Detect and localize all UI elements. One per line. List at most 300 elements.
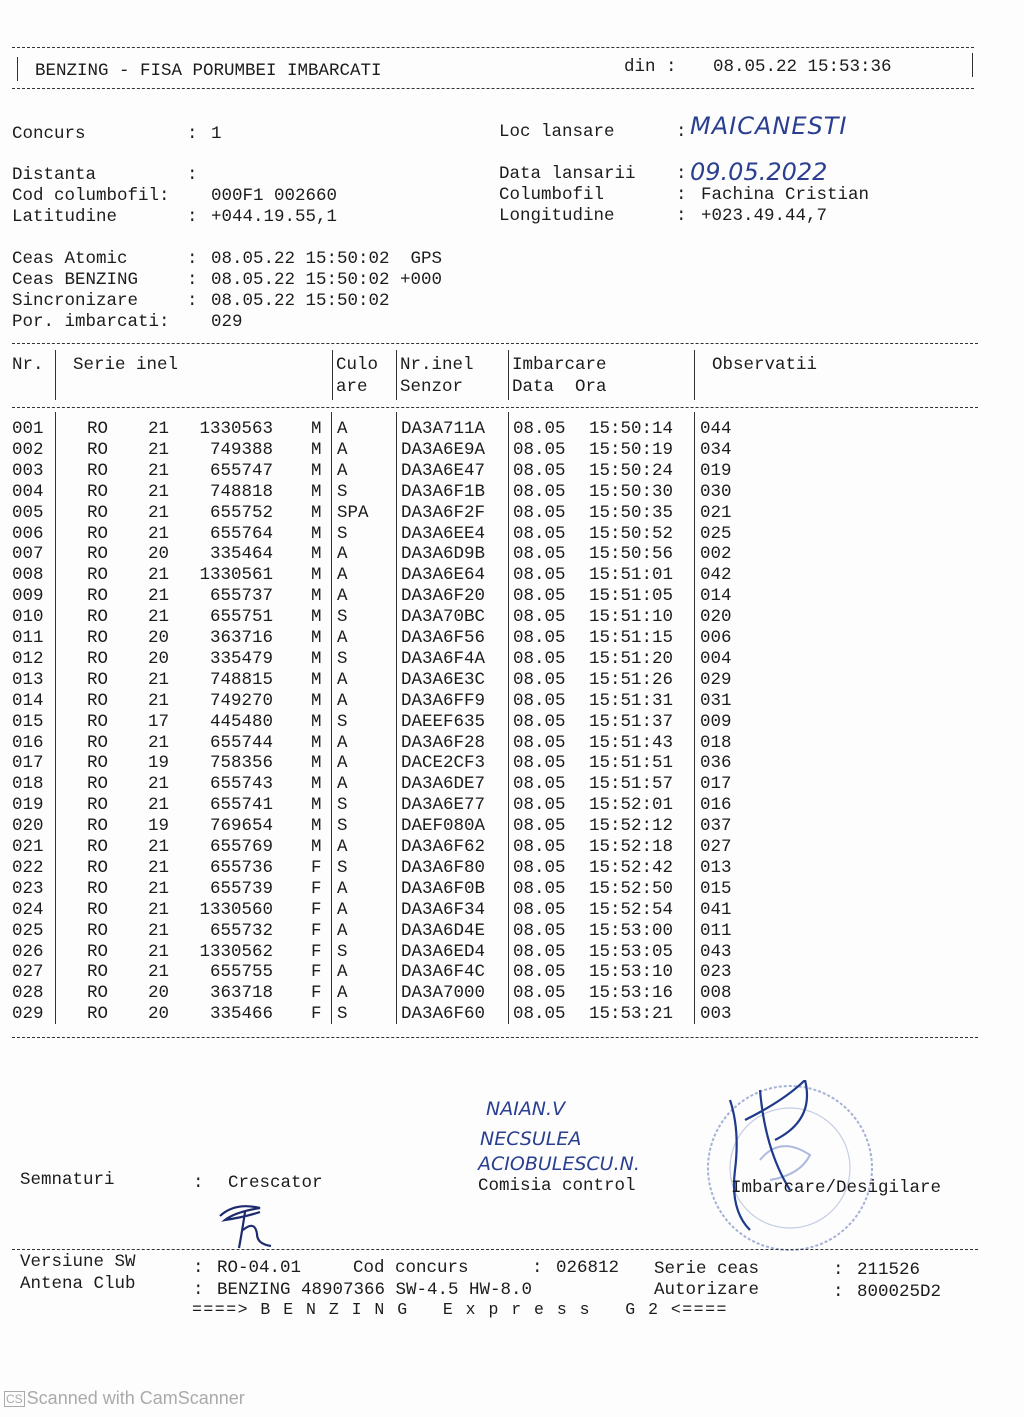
boarding-date: 08.05 — [513, 648, 566, 669]
sincronizare-colon: : — [187, 291, 198, 311]
sensor-ring: DAEF080A — [401, 816, 486, 837]
col-divider — [55, 350, 56, 400]
table-row — [0, 649, 1000, 670]
ring-country: RO — [87, 523, 109, 544]
ring-year: 21 — [148, 690, 170, 711]
ring-number: 748818 — [209, 481, 273, 502]
color: S — [337, 795, 348, 816]
cod-columbofil-value: 000F1 002660 — [211, 186, 338, 206]
ring-year: 20 — [148, 1004, 170, 1025]
table-row — [0, 795, 1000, 816]
header-imbarcare-2: Data Ora — [512, 377, 607, 397]
color: A — [337, 439, 348, 460]
boarding-date: 08.05 — [513, 711, 566, 732]
sensor-ring: DA3A6F60 — [401, 1004, 486, 1025]
boarding-date: 08.05 — [513, 690, 566, 711]
ring-year: 21 — [148, 732, 170, 753]
observation: 019 — [700, 460, 732, 481]
sex: M — [311, 460, 322, 481]
color: S — [337, 523, 348, 544]
ring-country: RO — [87, 920, 109, 941]
row-number: 002 — [12, 439, 44, 460]
ring-number: 749388 — [209, 439, 273, 460]
color: A — [337, 732, 348, 753]
columbofil-value: Fachina Cristian — [701, 185, 870, 205]
header-serie-inel: Serie inel — [73, 355, 179, 375]
color: A — [337, 419, 348, 439]
sincronizare-value: 08.05.22 15:50:02 — [211, 291, 390, 311]
sensor-ring: DA3A6F4C — [401, 962, 486, 983]
ring-year: 21 — [148, 460, 170, 481]
ring-number: 1330563 — [199, 419, 273, 439]
ring-year: 19 — [148, 753, 170, 774]
row-number: 015 — [12, 711, 44, 732]
sex: F — [311, 962, 322, 983]
sensor-ring: DA3A6E47 — [401, 460, 486, 481]
sex: F — [311, 899, 322, 920]
observation: 008 — [700, 983, 732, 1004]
ring-number: 655744 — [209, 732, 273, 753]
boarding-time: 15:53:21 — [589, 1004, 674, 1025]
row-number: 018 — [12, 774, 44, 795]
observation: 027 — [700, 837, 732, 857]
ring-country: RO — [87, 857, 109, 878]
distanta-colon: : — [187, 165, 198, 185]
ring-number: 748815 — [209, 669, 273, 690]
sensor-ring: DA3A6F20 — [401, 586, 486, 607]
ring-number: 758356 — [209, 753, 273, 774]
ring-year: 17 — [148, 711, 170, 732]
boarding-date: 08.05 — [513, 857, 566, 878]
color: SPA — [337, 502, 369, 523]
color: A — [337, 774, 348, 795]
ring-year: 20 — [148, 628, 170, 648]
sex: M — [311, 669, 322, 690]
table-row — [0, 544, 1000, 565]
boarding-date: 08.05 — [513, 983, 566, 1004]
ring-country: RO — [87, 774, 109, 795]
observation: 017 — [700, 774, 732, 795]
row-number: 014 — [12, 690, 44, 711]
ring-year: 21 — [148, 586, 170, 607]
table-row — [0, 774, 1000, 795]
boarding-date: 08.05 — [513, 607, 566, 628]
sex: M — [311, 732, 322, 753]
ring-year: 21 — [148, 502, 170, 523]
columbofil-label: Columbofil — [499, 185, 605, 205]
por-imbarcati-label: Por. imbarcati: — [12, 312, 170, 332]
boarding-time: 15:52:18 — [589, 837, 674, 857]
row-number: 024 — [12, 899, 44, 920]
sensor-ring: DA3A6F2F — [401, 502, 486, 523]
ceas-atomic-value: 08.05.22 15:50:02 GPS — [211, 249, 443, 269]
color: S — [337, 711, 348, 732]
observation: 044 — [700, 419, 732, 439]
ring-country: RO — [87, 753, 109, 774]
row-number: 022 — [12, 857, 44, 878]
boarding-time: 15:51:57 — [589, 774, 674, 795]
ring-country: RO — [87, 481, 109, 502]
sex: M — [311, 753, 322, 774]
boarding-time: 15:52:01 — [589, 795, 674, 816]
boarding-date: 08.05 — [513, 586, 566, 607]
ring-year: 21 — [148, 481, 170, 502]
camscanner-text: Scanned with CamScanner — [26, 1388, 245, 1408]
data-lansarii-value: 09.05.2022 — [690, 158, 828, 186]
row-number: 025 — [12, 920, 44, 941]
camscanner-icon: CS — [6, 1392, 23, 1407]
row-number: 019 — [12, 795, 44, 816]
table-row — [0, 858, 1000, 879]
table-row — [0, 503, 1000, 524]
boarding-time: 15:52:12 — [589, 816, 674, 837]
header-nr-inel-2: Senzor — [400, 377, 464, 397]
autorizare-value: 800025D2 — [857, 1282, 942, 1302]
sensor-ring: DA3A6FF9 — [401, 690, 486, 711]
ring-number: 655741 — [209, 795, 273, 816]
sex: M — [311, 690, 322, 711]
color: A — [337, 586, 348, 607]
observation: 020 — [700, 607, 732, 628]
boarding-date: 08.05 — [513, 544, 566, 565]
ring-country: RO — [87, 544, 109, 565]
boarding-time: 15:51:37 — [589, 711, 674, 732]
ring-country: RO — [87, 837, 109, 857]
header-bottom-border — [12, 88, 974, 89]
ring-year: 21 — [148, 941, 170, 962]
camscanner-watermark — [4, 1388, 245, 1409]
table-row — [0, 628, 1000, 649]
boarding-date: 08.05 — [513, 920, 566, 941]
boarding-time: 15:50:30 — [589, 481, 674, 502]
serie-ceas-colon: : — [833, 1260, 844, 1280]
ceas-atomic-colon: : — [187, 249, 198, 269]
color: A — [337, 628, 348, 648]
color: S — [337, 941, 348, 962]
serie-ceas-label: Serie ceas — [654, 1259, 760, 1279]
document-title: BENZING - FISA PORUMBEI IMBARCATI — [35, 61, 382, 81]
boarding-time: 15:50:56 — [589, 544, 674, 565]
loc-lansare-label: Loc lansare — [499, 122, 615, 142]
row-number: 011 — [12, 628, 44, 648]
ring-number: 655743 — [209, 774, 273, 795]
boarding-time: 15:51:20 — [589, 648, 674, 669]
longitudine-value: +023.49.44,7 — [701, 206, 828, 226]
distanta-label: Distanta — [12, 165, 97, 185]
sensor-ring: DA3A6F80 — [401, 857, 486, 878]
observation: 043 — [700, 941, 732, 962]
sensor-ring: DA3A7000 — [401, 983, 486, 1004]
row-number: 017 — [12, 753, 44, 774]
brand-line: ====> B E N Z I N G E x p r e s s G 2 <==== — [192, 1300, 728, 1319]
color: S — [337, 648, 348, 669]
boarding-time: 15:51:15 — [589, 628, 674, 648]
ceas-benzing-colon: : — [187, 270, 198, 290]
row-number: 026 — [12, 941, 44, 962]
ring-number: 655737 — [209, 586, 273, 607]
sensor-ring: DA3A6E3C — [401, 669, 486, 690]
ring-country: RO — [87, 878, 109, 899]
col-divider — [508, 350, 509, 400]
table-row — [0, 670, 1000, 691]
table-row — [0, 691, 1000, 712]
ring-number: 749270 — [209, 690, 273, 711]
ring-number: 363716 — [209, 628, 273, 648]
header-culoare-2: are — [336, 377, 368, 397]
ring-number: 769654 — [209, 816, 273, 837]
color: S — [337, 1004, 348, 1025]
observation: 036 — [700, 753, 732, 774]
boarding-time: 15:50:14 — [589, 419, 674, 439]
header-observatii: Observatii — [712, 355, 818, 375]
ring-year: 21 — [148, 837, 170, 857]
sensor-ring: DA3A6F62 — [401, 837, 486, 857]
footer-top-border — [12, 1249, 978, 1250]
boarding-date: 08.05 — [513, 628, 566, 648]
sensor-ring: DA3A6F56 — [401, 628, 486, 648]
observation: 030 — [700, 481, 732, 502]
table-row — [0, 607, 1000, 628]
sensor-ring: DA3A6F0B — [401, 878, 486, 899]
boarding-time: 15:52:42 — [589, 857, 674, 878]
boarding-time: 15:50:24 — [589, 460, 674, 481]
ring-year: 21 — [148, 920, 170, 941]
table-row — [0, 1004, 1000, 1025]
ring-year: 20 — [148, 983, 170, 1004]
din-value: 08.05.22 15:53:36 — [713, 57, 892, 77]
ring-country: RO — [87, 565, 109, 586]
table-row — [0, 837, 1000, 858]
sensor-ring: DA3A6DE7 — [401, 774, 486, 795]
latitudine-colon: : — [187, 207, 198, 227]
observation: 006 — [700, 628, 732, 648]
sex: M — [311, 502, 322, 523]
ring-year: 20 — [148, 544, 170, 565]
row-number: 029 — [12, 1004, 44, 1025]
ring-year: 21 — [148, 419, 170, 439]
header-top-border — [12, 47, 974, 48]
observation: 014 — [700, 586, 732, 607]
sex: F — [311, 857, 322, 878]
cod-concurs-value: 026812 — [556, 1258, 620, 1278]
semnaturi-label: Semnaturi — [20, 1170, 115, 1190]
table-row — [0, 753, 1000, 774]
cod-concurs-colon: : — [532, 1258, 543, 1278]
row-number: 001 — [12, 419, 44, 439]
latitudine-value: +044.19.55,1 — [211, 207, 338, 227]
boarding-time: 15:50:35 — [589, 502, 674, 523]
ring-year: 21 — [148, 795, 170, 816]
antena-club-label: Antena Club — [20, 1274, 136, 1294]
header-imbarcare-1: Imbarcare — [512, 355, 607, 375]
ring-number: 1330562 — [199, 941, 273, 962]
header-right-border — [972, 53, 973, 77]
boarding-date: 08.05 — [513, 941, 566, 962]
sex: M — [311, 544, 322, 565]
ring-number: 655764 — [209, 523, 273, 544]
row-number: 023 — [12, 878, 44, 899]
header-culoare-1: Culo — [336, 355, 379, 375]
ceas-benzing-value: 08.05.22 15:50:02 +000 — [211, 270, 443, 290]
observation: 004 — [700, 648, 732, 669]
boarding-date: 08.05 — [513, 419, 566, 439]
boarding-date: 08.05 — [513, 523, 566, 544]
comisia-control-label: Comisia control — [478, 1176, 636, 1196]
boarding-time: 15:53:16 — [589, 983, 674, 1004]
observation: 021 — [700, 502, 732, 523]
sensor-ring: DA3A70BC — [401, 607, 486, 628]
header-nr-inel-1: Nr.inel — [400, 355, 474, 375]
table-bottom-border — [12, 1037, 978, 1038]
boarding-date: 08.05 — [513, 816, 566, 837]
sex: M — [311, 837, 322, 857]
boarding-time: 15:53:05 — [589, 941, 674, 962]
table-row — [0, 816, 1000, 837]
versiune-sw-colon: : — [193, 1258, 204, 1278]
color: A — [337, 983, 348, 1004]
ring-year: 21 — [148, 857, 170, 878]
loc-lansare-value: MAICANESTI — [690, 112, 848, 140]
color: A — [337, 565, 348, 586]
por-imbarcati-value: 029 — [211, 312, 243, 332]
ring-country: RO — [87, 628, 109, 648]
ring-country: RO — [87, 732, 109, 753]
ring-number: 655747 — [209, 460, 273, 481]
col-divider — [694, 350, 695, 400]
row-number: 008 — [12, 565, 44, 586]
row-number: 003 — [12, 460, 44, 481]
observation: 023 — [700, 962, 732, 983]
ring-number: 655769 — [209, 837, 273, 857]
row-number: 012 — [12, 648, 44, 669]
observation: 041 — [700, 899, 732, 920]
observation: 009 — [700, 711, 732, 732]
ring-number: 335479 — [209, 648, 273, 669]
sex: M — [311, 816, 322, 837]
sex: M — [311, 628, 322, 648]
ring-number: 445480 — [209, 711, 273, 732]
official-stamp — [700, 1080, 880, 1255]
color: S — [337, 857, 348, 878]
boarding-time: 15:51:31 — [589, 690, 674, 711]
boarding-date: 08.05 — [513, 899, 566, 920]
ring-number: 655755 — [209, 962, 273, 983]
ring-number: 655736 — [209, 857, 273, 878]
data-lansarii-label: Data lansarii — [499, 164, 636, 184]
longitudine-label: Longitudine — [499, 206, 615, 226]
table-row — [0, 482, 1000, 503]
sensor-ring: DA3A6F1B — [401, 481, 486, 502]
boarding-time: 15:51:01 — [589, 565, 674, 586]
row-number: 005 — [12, 502, 44, 523]
row-number: 007 — [12, 544, 44, 565]
boarding-date: 08.05 — [513, 502, 566, 523]
color: S — [337, 481, 348, 502]
ring-number: 655739 — [209, 878, 273, 899]
boarding-date: 08.05 — [513, 669, 566, 690]
boarding-date: 08.05 — [513, 481, 566, 502]
color: A — [337, 544, 348, 565]
observation: 037 — [700, 816, 732, 837]
ring-year: 21 — [148, 523, 170, 544]
ring-number: 655732 — [209, 920, 273, 941]
ring-country: RO — [87, 711, 109, 732]
boarding-time: 15:51:05 — [589, 586, 674, 607]
ring-number: 655751 — [209, 607, 273, 628]
handwritten-name-3: ACIOBULESCU.N. — [478, 1153, 640, 1175]
ring-year: 21 — [148, 899, 170, 920]
row-number: 020 — [12, 816, 44, 837]
sensor-ring: DA3A6EE4 — [401, 523, 486, 544]
ring-country: RO — [87, 419, 109, 439]
row-number: 009 — [12, 586, 44, 607]
observation: 002 — [700, 544, 732, 565]
header-left-border — [17, 57, 18, 81]
sensor-ring: DAEEF635 — [401, 711, 486, 732]
din-label: din : — [624, 57, 677, 77]
ring-number: 1330561 — [199, 565, 273, 586]
ring-year: 21 — [148, 878, 170, 899]
imbarcare-desigilare-label: Imbarcare/Desigilare — [731, 1178, 942, 1198]
ring-year: 21 — [148, 439, 170, 460]
boarding-time: 15:50:52 — [589, 523, 674, 544]
semnaturi-colon: : — [193, 1173, 204, 1193]
ceas-atomic-label: Ceas Atomic — [12, 249, 128, 269]
sex: M — [311, 586, 322, 607]
ring-number: 335464 — [209, 544, 273, 565]
ring-country: RO — [87, 983, 109, 1004]
boarding-time: 15:51:10 — [589, 607, 674, 628]
sex: F — [311, 878, 322, 899]
ring-country: RO — [87, 1004, 109, 1025]
serie-ceas-value: 211526 — [857, 1260, 921, 1280]
ring-year: 21 — [148, 962, 170, 983]
boarding-date: 08.05 — [513, 439, 566, 460]
table-row — [0, 879, 1000, 900]
row-number: 004 — [12, 481, 44, 502]
table-row — [0, 900, 1000, 921]
sensor-ring: DA3A6E77 — [401, 795, 486, 816]
boarding-date: 08.05 — [513, 878, 566, 899]
observation: 042 — [700, 565, 732, 586]
table-header-bottom-border — [12, 407, 978, 408]
observation: 018 — [700, 732, 732, 753]
boarding-date: 08.05 — [513, 1004, 566, 1025]
boarding-date: 08.05 — [513, 795, 566, 816]
ceas-benzing-label: Ceas BENZING — [12, 270, 139, 290]
ring-number: 335466 — [209, 1004, 273, 1025]
sex: M — [311, 711, 322, 732]
boarding-time: 15:53:10 — [589, 962, 674, 983]
antena-club-value: BENZING 48907366 SW-4.5 HW-8.0 — [217, 1280, 533, 1300]
table-row — [0, 733, 1000, 754]
color: A — [337, 878, 348, 899]
ring-country: RO — [87, 648, 109, 669]
autorizare-label: Autorizare — [654, 1280, 760, 1300]
sex: M — [311, 481, 322, 502]
boarding-time: 15:53:00 — [589, 920, 674, 941]
boarding-time: 15:51:51 — [589, 753, 674, 774]
observation: 034 — [700, 439, 732, 460]
col-divider — [332, 350, 333, 400]
loc-lansare-colon: : — [676, 122, 687, 142]
autorizare-colon: : — [833, 1282, 844, 1302]
antena-club-colon: : — [193, 1280, 204, 1300]
color: A — [337, 837, 348, 857]
boarding-date: 08.05 — [513, 732, 566, 753]
header-nr: Nr. — [12, 355, 44, 375]
row-number: 006 — [12, 523, 44, 544]
